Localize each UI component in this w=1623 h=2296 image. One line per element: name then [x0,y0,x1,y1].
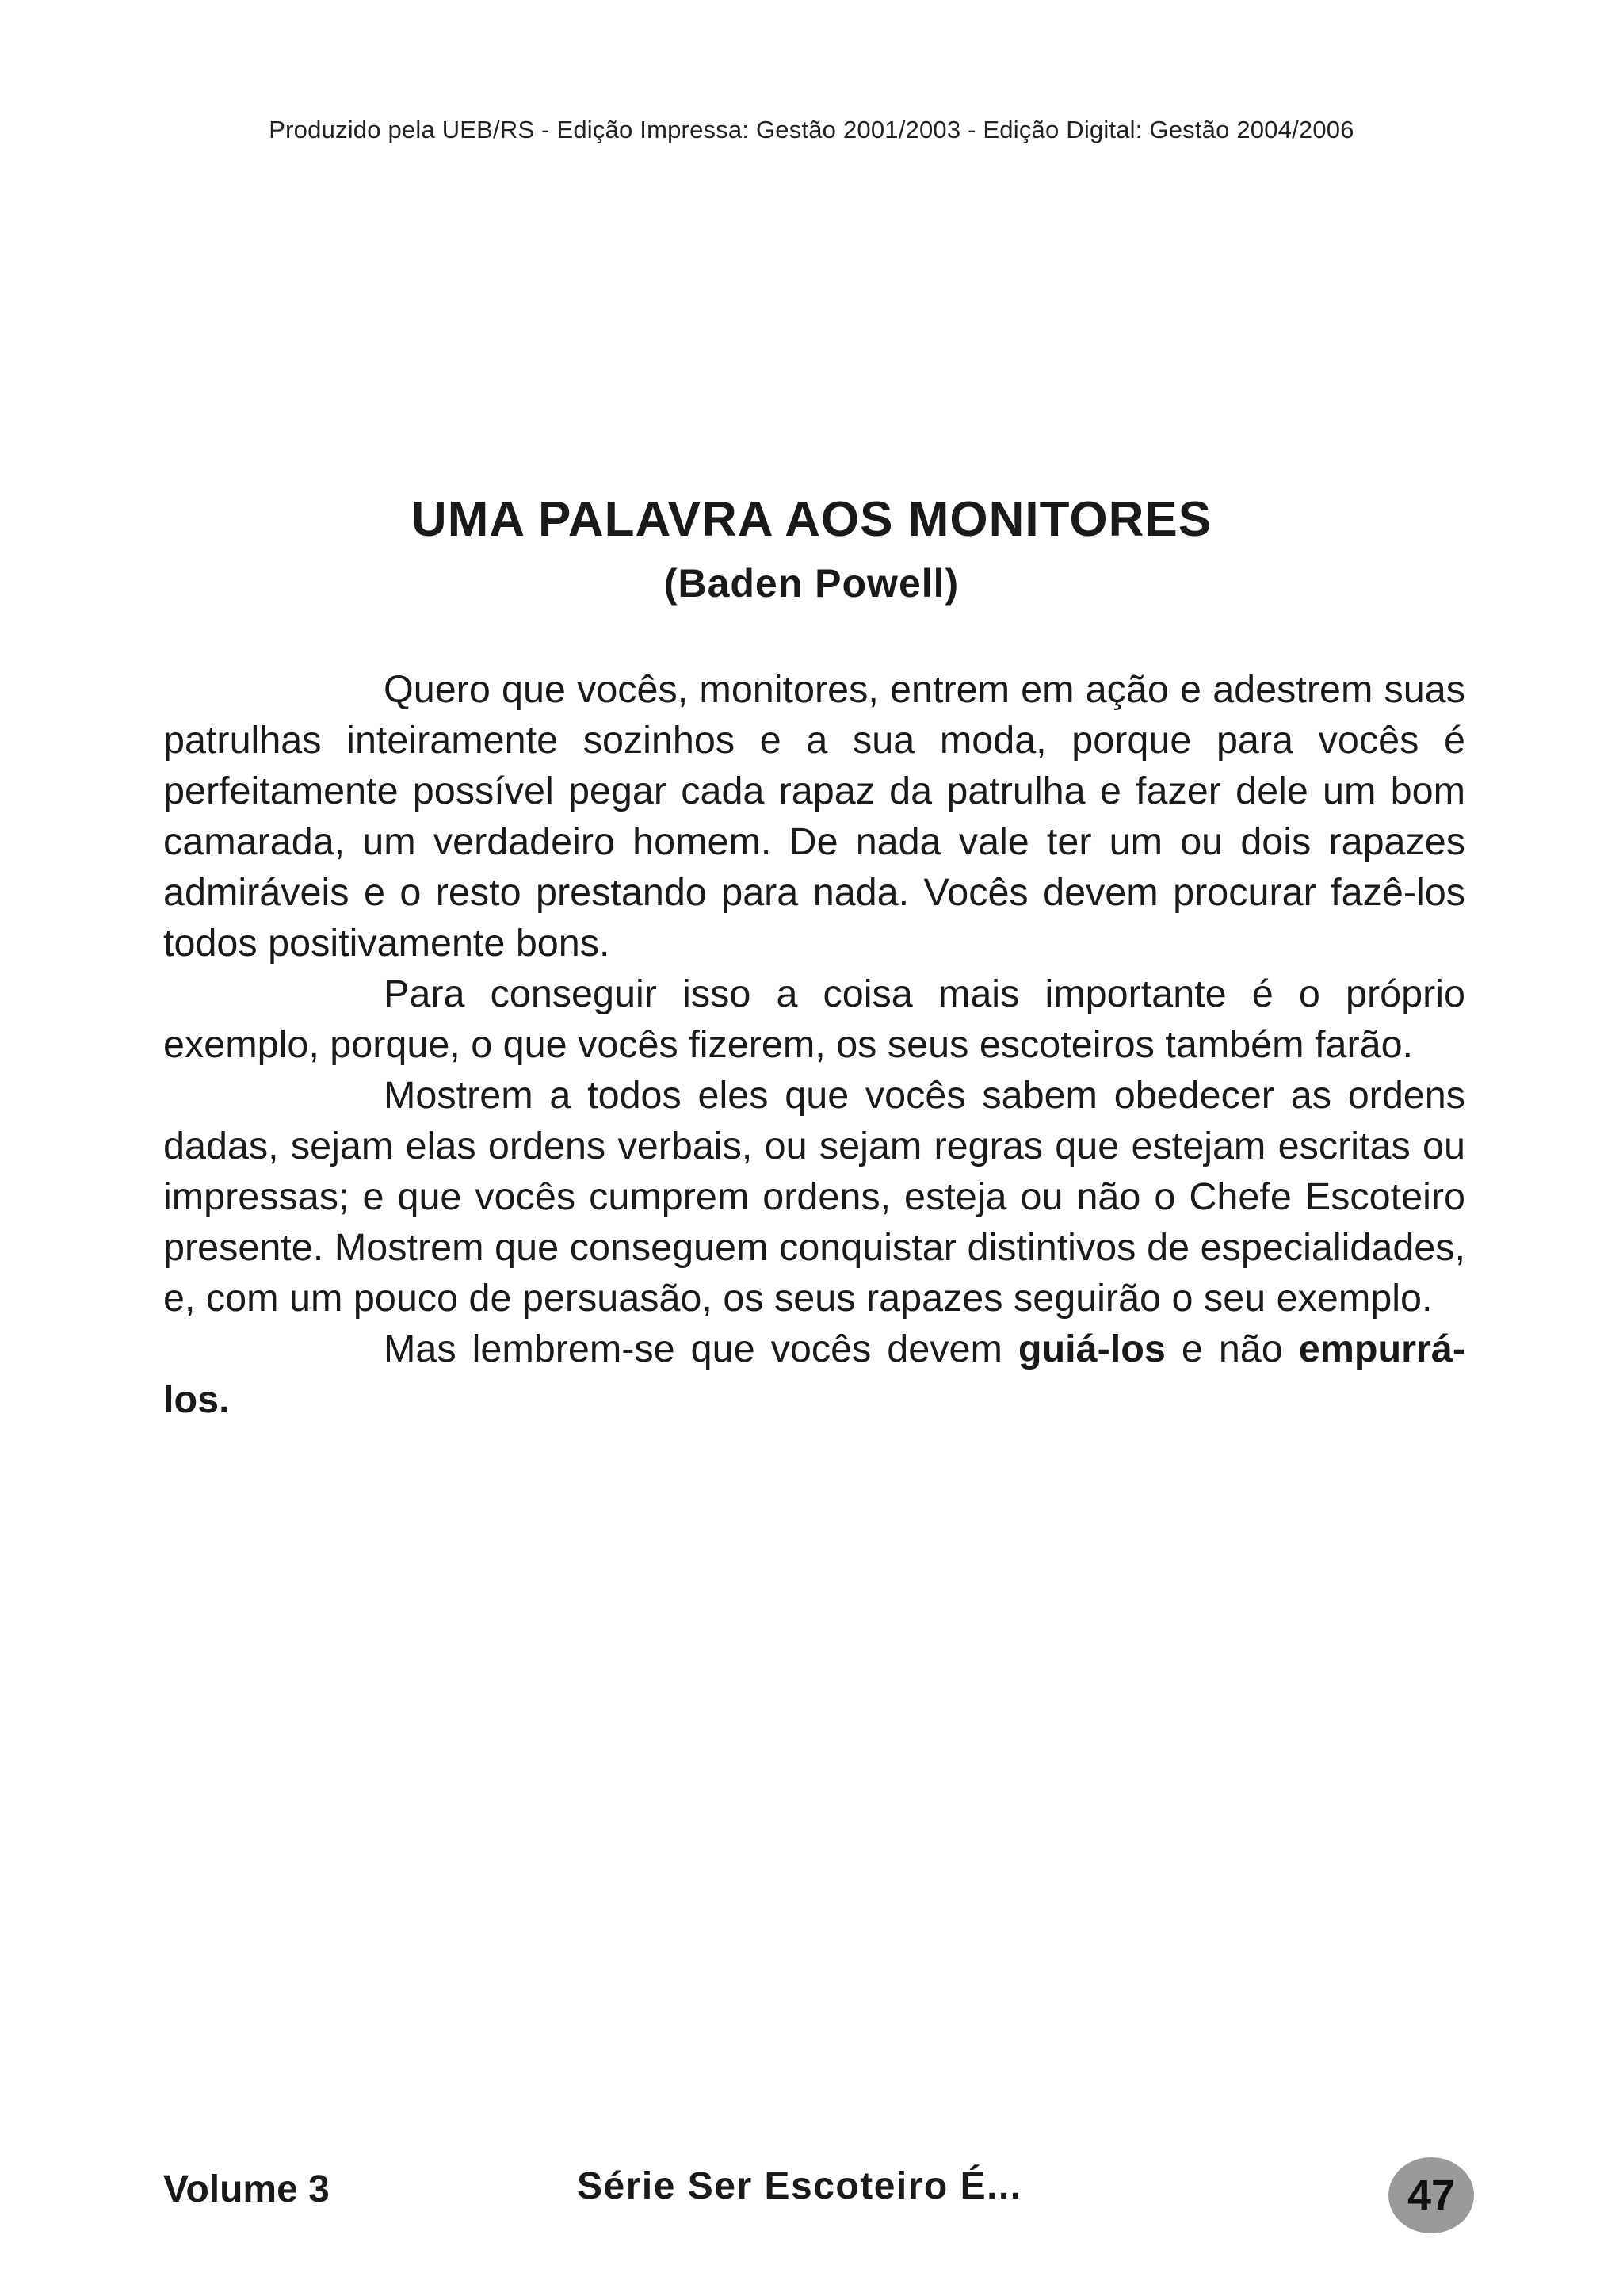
author-line: (Baden Powell) [663,561,960,606]
page-number-badge [1388,2157,1474,2233]
footer-series-title: Série Ser Escoteiro É... [577,2165,1022,2207]
closing-emphasis-1: guiá-los [1018,1328,1166,1370]
article-body [163,664,1465,1425]
footer-volume: Volume 3 [163,2168,330,2210]
paragraph-2: Para conseguir isso a coisa mais importante é o próprio exemplo, porque, o que vocês fizerem, os seus escoteiros também farão. [163,972,1465,1066]
closing-text-2: e não [1165,1328,1299,1370]
page-number: 47 [1407,2172,1456,2219]
closing-emphasis-2: empurrá-los. [163,1328,1465,1421]
closing-text-1: Mas lembrem-se que vocês devem [384,1328,1018,1370]
production-note: Produzido pela UEB/RS - Edição Impressa: Gestão 2001/2003 - Edição Digital: Gestão 2004/2006 [269,116,1354,143]
paragraph-3: Mostrem a todos eles que vocês sabem obedecer as ordens dadas, sejam elas ordens verbais, ou sejam regras que estejam escritas ou impressas; e que vocês cumprem ordens, esteja ou não o Chefe Escoteiro presente. Mostrem que conseguem conquistar distintivos de especialidades, e, com um pouco de persuasão, os seus rapazes seguirão o seu exemplo. [163,1074,1465,1320]
page-title: UMA PALAVRA AOS MONITORES [411,492,1212,547]
paragraph-closing [163,1324,1465,1425]
paragraph-1: Quero que vocês, monitores, entrem em ação e adestrem suas patrulhas inteiramente sozinhos e a sua moda, porque para vocês é perfeitamente possível pegar cada rapaz da patrulha e fazer dele um bom camarada, um verdadeiro homem. De nada vale ter um ou dois rapazes admiráveis e o resto prestando para nada. Vocês devem procurar fazê-los todos positivamente bons. [163,668,1465,965]
